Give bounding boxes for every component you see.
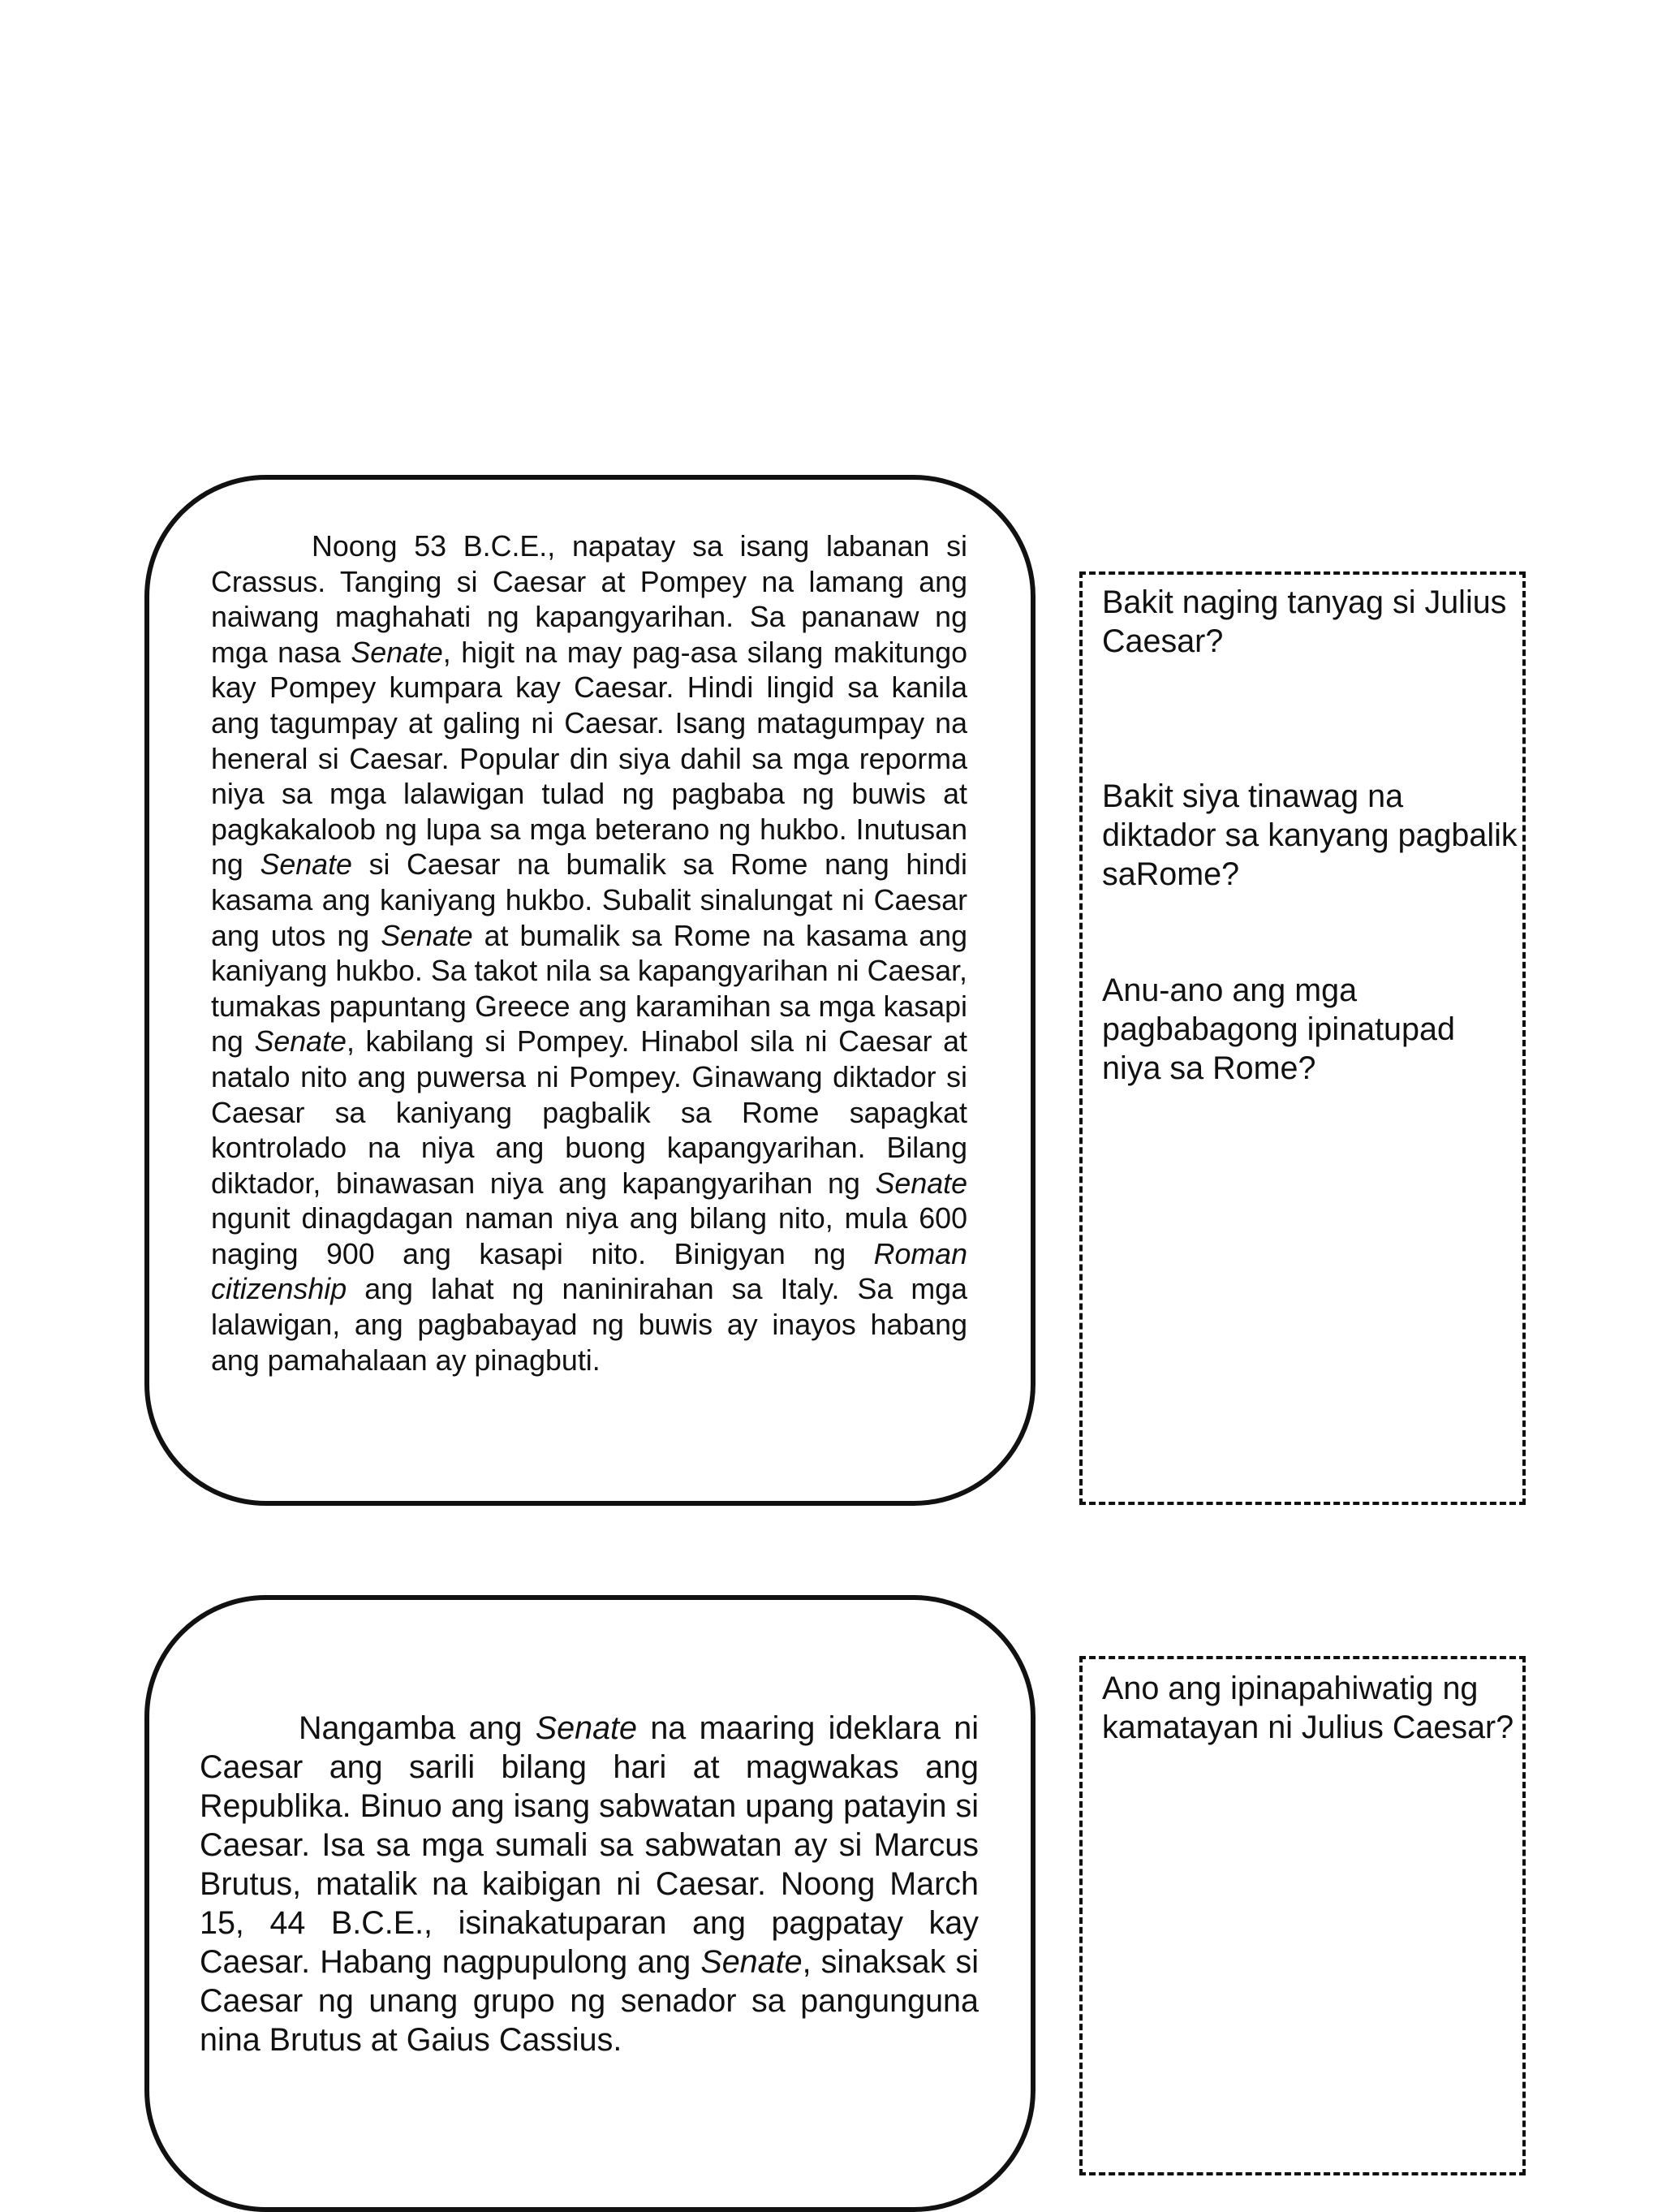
passage-1-italic-term: Senate (254, 1025, 347, 1059)
passage-1-text (211, 529, 967, 1378)
passage-1-italic-term: Senate (351, 636, 443, 669)
passage-2-text (200, 1709, 979, 2059)
passage-2-segment: na maaring ideklara ni Caesar ang sarili bilang hari at magwakas ang Republika. Binuo ang isang sabwatan upang patayin si Caesar. Isa sa mga sumali sa sabwatan ay si Marcus Brutus, matalik na kaibigan ni Caesar. Noong March 15, 44 B.C.E., isinakatuparan ang pagpatay kay Caesar. Habang nagpupulong ang (200, 1710, 979, 1980)
passage-1-segment: ang lahat ng naninirahan sa Italy. Sa mga lalawigan, ang pagbabayad ng buwis ay inayos habang ang pamahalaan ay pinagbuti. (211, 1273, 967, 1377)
passage-2-italic-term: Senate (700, 1944, 803, 1980)
question-4: Ano ang ipinapahiwatig ng kamatayan ni Julius Caesar? (1102, 1671, 1514, 1745)
passage-1-segment: , kabilang si Pompey. Hinabol sila ni Caesar at natalo nito ang puwersa ni Pompey. Ginawang diktador si Caesar sa kaniyang pagbalik sa Rome sapagkat kontrolado na niya ang buong kapangyarihan. Bilang diktador, binawasan niya ang kapangyarihan ng (211, 1025, 967, 1200)
passage-1-segment: at bumalik sa Rome na kasama ang kaniyang hukbo. Sa takot nila sa kapangyarihan ni Caesar, tumakas papuntang Greece ang karamihan sa mga kasapi ng (211, 919, 967, 1059)
passage-1-italic-term: Senate (260, 848, 352, 882)
passage-1-italic-term: Senate (381, 919, 473, 952)
passage-2-segment: Nangamba ang (299, 1710, 536, 1746)
question-1: Bakit naging tanyag si Julius Caesar? (1102, 584, 1507, 659)
passage-1-italic-term: Senate (875, 1166, 967, 1200)
passage-2-italic-term: Senate (535, 1710, 637, 1746)
passage-1-italic-term: Roman citizenship (211, 1237, 967, 1306)
question-3: Anu-ano ang mga pagbabagong ipinatupad niya sa Rome? (1102, 972, 1455, 1086)
question-2: Bakit siya tinawag na diktador sa kanyang pagbalik saRome? (1102, 778, 1518, 892)
passage-1-segment: ngunit dinagdagan naman niya ang bilang nito, mula 600 naging 900 ang kasapi nito. Binigyan ng (211, 1202, 967, 1270)
passage-1-segment: si Caesar na bumalik sa Rome nang hindi kasama ang kaniyang hukbo. Subalit sinalungat ni Caesar ang utos ng (211, 848, 968, 952)
passage-1-segment: , higit na may pag-asa silang makitungo kay Pompey kumpara kay Caesar. Hindi lingid sa kanila ang tagumpay at galing ni Caesar. Isang matagumpay na heneral si Caesar. Popular din siya dahil sa mga reporma niya sa mga lalawigan tulad ng pagbaba ng buwis at pagkakaloob ng lupa sa mga beterano ng hukbo. Inutusan ng (211, 636, 968, 882)
passage-2-segment: , sinaksak si Caesar ng unang grupo ng senador sa pangunguna nina Brutus at Gaius Cassius. (200, 1944, 979, 2058)
passage-1-segment: Noong 53 B.C.E., napatay sa isang labanan si Crassus. Tanging si Caesar at Pompey na lamang ang naiwang maghahati ng kapangyarihan. Sa pananaw ng mga nasa (211, 530, 967, 669)
